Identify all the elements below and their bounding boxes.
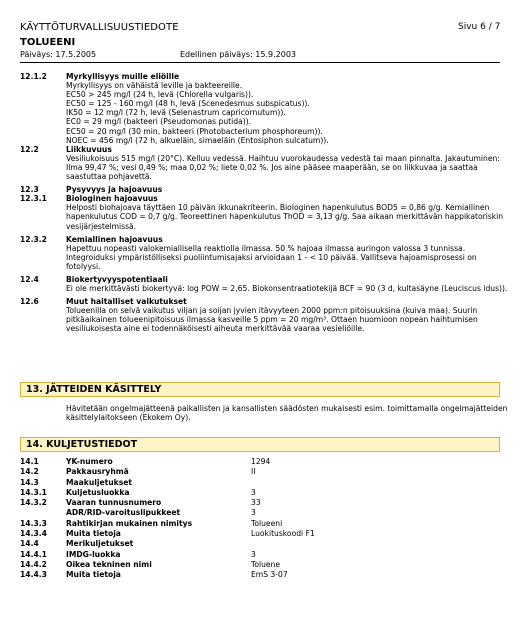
text-line: EC50 > 245 mg/l (24 h, levä (Chlorella vulgaris)). [66, 90, 254, 100]
table-row [20, 539, 500, 549]
section-12-2 [20, 145, 506, 181]
section-12-3-2 [20, 235, 506, 271]
text-line: EC0 = 29 mg/l (bakteeri (Pseudomonas putida)). [66, 117, 252, 127]
row-number: 14.4.3 [20, 570, 47, 580]
section-number: 12.2 [20, 144, 39, 154]
text-line: Helposti biohajoava täyttäen 10 päivän ikkunakriteerin. Biologinen hapenkulutus BOD5 = 0,86 g/g. Kemiallinen [66, 203, 490, 213]
section-12-3 [20, 185, 506, 194]
text-line: Hävitetään ongelmajätteenä paikallisten ja kansallisten säädösten mukaisesti esim. toimittamalla ongelmajätteiden [66, 404, 508, 413]
section-12-3-1 [20, 194, 506, 230]
row-value: II [251, 467, 256, 477]
text-line: saastuttaa pohjavettä. [66, 172, 152, 182]
text-line: Integroiduksi ympäristölliseksi puoliintumisajaksi arvioidaan 1 - < 10 päivää. Vallitseva hajoamisprosessi on [66, 252, 477, 262]
row-value: Luokituskoodi F1 [251, 529, 315, 539]
text-line: fotolyysi. [66, 261, 101, 271]
section-number: 12.6 [20, 297, 39, 307]
section-12-4 [20, 275, 506, 293]
row-number: 14.4.2 [20, 559, 47, 569]
text-line: Myrkyllisyys on vähäistä leville ja bakteereille. [66, 81, 243, 91]
section-number: 12.3 [20, 185, 39, 195]
section-title: Myrkyllisyys muille eliöille [66, 72, 180, 81]
section-title: Muut haitalliset vaikutukset [66, 297, 187, 307]
row-number: 14.3.4 [20, 529, 47, 539]
row-value: EmS 3-07 [251, 570, 288, 580]
text-line: hapenkulutus COD = 0,7 g/g. Teoreettinen hapenkulutus ThOD = 3,13 g/g. Saa aikaan merkittävän happikatoriskin [66, 212, 504, 222]
row-label: YK-numero [66, 457, 113, 466]
product-name: TOLUEENI [20, 37, 76, 48]
table-row [20, 478, 500, 488]
row-value [251, 539, 500, 549]
text-line: Vesiliukoisuus 515 mg/l (20°C). Kelluu vedessä. Haihtuu vuorokaudessa vedestä tai maan pinnalta. Jakautuminen: [66, 153, 500, 163]
transport-table [20, 457, 500, 581]
text-line: Ilma 99,47 %; vesi 0,49 %; maa 0,02 %; liete 0,02 %. Jos aine pääsee maaperään, se on liikkuvaa ja saattaa [66, 162, 478, 172]
row-value: Toluene [251, 559, 281, 569]
table-row [20, 457, 500, 467]
table-row [20, 519, 500, 529]
section-13-heading: 13. JÄTTEIDEN KÄSITTELY [20, 382, 500, 397]
row-value: 1294 [251, 457, 271, 466]
table-row [20, 550, 500, 560]
row-value: 3 [251, 487, 256, 497]
table-row [20, 560, 500, 570]
row-label: Muita tietoja [66, 529, 121, 539]
document-title: KÄYTTÖTURVALLISUUSTIEDOTE [20, 22, 179, 33]
issue-date: Päiväys: 17.5.2005 [20, 50, 97, 59]
row-label: Kuljetusluokka [66, 487, 130, 497]
table-row [20, 570, 500, 580]
previous-date: Edellinen päiväys: 15.9.2003 [180, 50, 297, 59]
section-12-6 [20, 297, 506, 333]
row-label: Oikea tekninen nimi [66, 559, 152, 569]
row-label: Vaaran tunnusnumero [66, 498, 162, 508]
section-title: Kemiallinen hajoavuus [66, 234, 163, 244]
section-12-1-2 [20, 72, 506, 145]
row-label: Muita tietoja [66, 570, 121, 580]
table-row [20, 498, 500, 508]
section-number: 12.4 [20, 274, 39, 284]
text-line: IK50 = 12 mg/l (72 h, levä (Selenastrum capricornutum)). [66, 108, 286, 118]
text-line: Tolueenilla on selvä vaikutus viljan ja soijan jyvien itävyyteen 2000 ppm:n pitoisuuksina (kuiva maa). Suurin [66, 306, 478, 316]
section-number: 12.3.2 [20, 234, 47, 244]
row-value [251, 478, 500, 488]
row-label: IMDG-luokka [66, 549, 121, 559]
table-row [20, 508, 500, 518]
row-number: 14.3 [20, 477, 39, 487]
row-value: 3 [251, 549, 256, 559]
row-number: 14.3.2 [20, 498, 47, 508]
section-14-heading: 14. KULJETUSTIEDOT [20, 437, 500, 452]
section-title: Biokertyvyyspotentiaali [66, 274, 168, 284]
text-line: käsittelylaitokseen (Ekokem Oy). [66, 413, 191, 423]
text-line: Ei ole merkittävästi biokertyvä: log POW = 2,65. Biokonsentraatiotekijä BCF = 90 (3 d, kultasäyne (Leuciscus idus)). [66, 284, 508, 294]
row-number: 14.2 [20, 467, 39, 477]
row-label: Maakuljetukset [66, 477, 133, 487]
section-12-content [20, 72, 506, 334]
row-label: ADR/RID-varoituslipukkeet [66, 508, 181, 518]
row-label: Pakkausryhmä [66, 467, 129, 477]
text-line: pitkäaikainen tolueenipitoisuus ilmassa kasveille 5 ppm = 20 mg/m³. Ottaen huomioon nopean haihtumisen [66, 315, 478, 325]
section-title: Liikkuvuus [66, 144, 112, 154]
section-13-body [66, 404, 506, 422]
row-value: Tolueeni [251, 518, 283, 528]
page-number: Sivu 6 / 7 [458, 22, 501, 32]
row-value: 3 [251, 508, 256, 518]
table-row [20, 488, 500, 498]
text-line: Hapettuu nopeasti valokemiallisella reaktiolla ilmassa. 50 % hajoaa ilmassa auringon valossa 3 tunnissa. [66, 243, 466, 253]
text-line: EC50 = 20 mg/l (30 min, bakteeri (Photobacterium phosphoreum)). [66, 126, 323, 136]
row-number [20, 508, 66, 518]
text-line: EC50 = 125 - 160 mg/l (48 h, levä (Scenedesmus subspicatus)). [66, 99, 310, 109]
table-row [20, 467, 500, 477]
table-row [20, 529, 500, 539]
row-number: 14.3.3 [20, 518, 47, 528]
row-value: 33 [251, 498, 261, 508]
text-line: vesiliukoisesta aine ei todennäköisesti aiheuta merkittävää vaaraa vesieliöille. [66, 324, 365, 334]
section-title: Pysyvyys ja hajoavuus [66, 185, 163, 195]
text-line: vesijärjestelmissä. [66, 221, 137, 231]
row-label: Merikuljetukset [66, 539, 134, 549]
text-line: NOEC = 456 mg/l (72 h, alkueläin, simaeläin (Entosiphon sulcatum)). [66, 135, 329, 145]
header-divider [20, 62, 500, 63]
row-label: Rahtikirjan mukainen nimitys [66, 518, 193, 528]
section-number: 12.3.1 [20, 194, 47, 204]
row-number: 14.3.1 [20, 487, 47, 497]
section-title: Biologinen hajoavuus [66, 194, 158, 204]
row-number: 14.4 [20, 539, 39, 549]
row-number: 14.4.1 [20, 549, 47, 559]
row-number: 14.1 [20, 457, 39, 466]
section-number: 12.1.2 [20, 72, 47, 81]
